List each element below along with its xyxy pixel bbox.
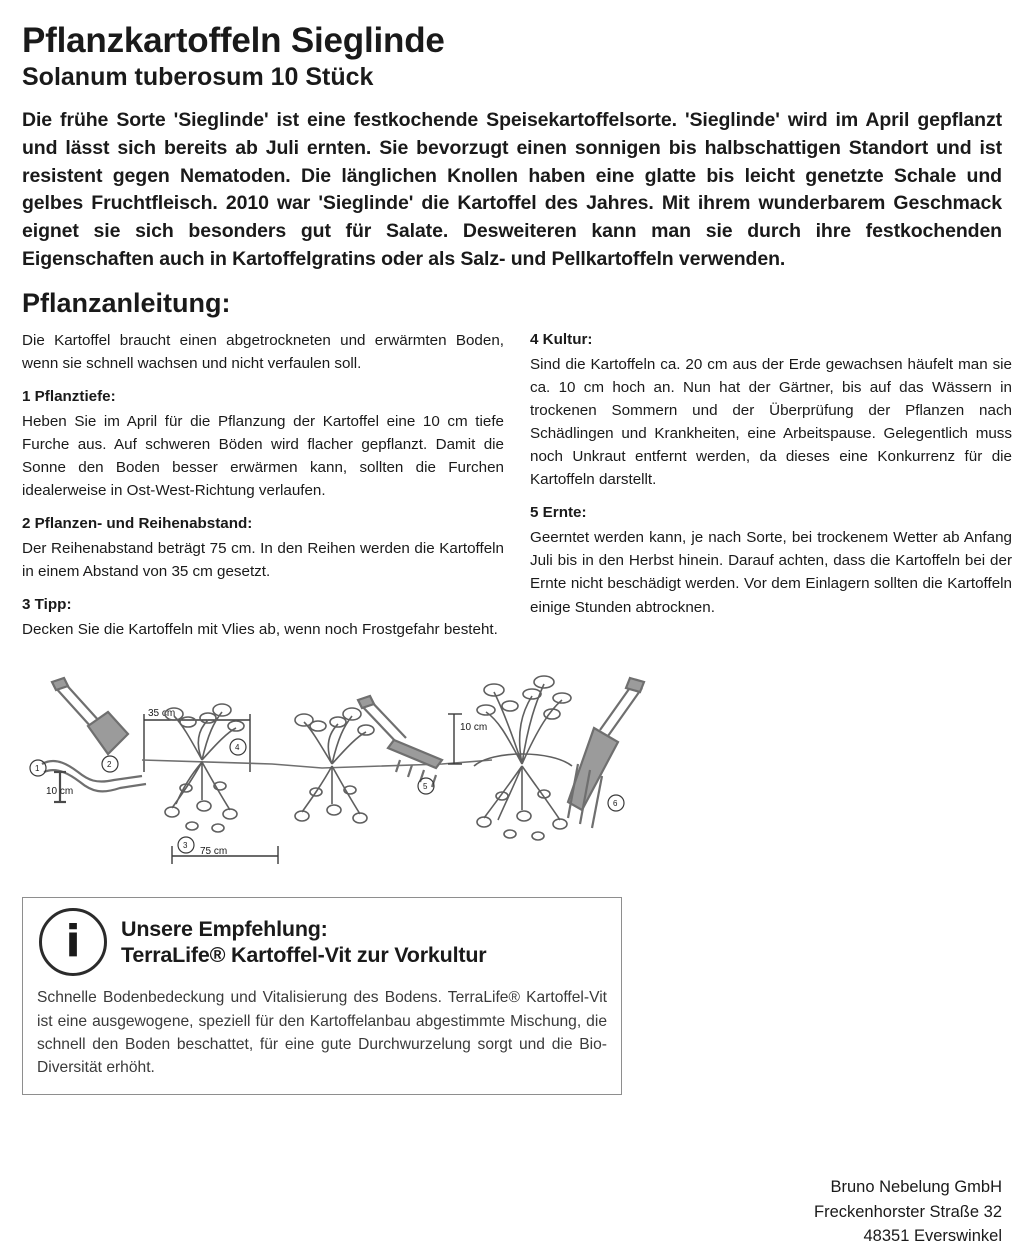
recommendation-title [121,916,486,968]
marker-1: 1 [35,764,40,774]
label-10cm-hilling: 10 cm [460,722,488,734]
guide-step-1-heading: 1 Pflanztiefe: [22,388,116,406]
marker-4: 4 [235,743,240,753]
recommendation-body: Schnelle Bodenbedeckung und Vitalisierung des Bodens. TerraLife® Kartoffel-Vit ist eine ausgewogene, speziell für den Kartoffelanbau abgestimmte Mischung, die schnell den Boden beschattet, für eine gute Durchwurzelung sorgt und die Bio-Diversität erhöht. [37,989,607,1077]
guide-step-2-body: Der Reihenabstand beträgt 75 cm. In den Reihen werden die Kartoffeln in einem Abstand von 35 cm gesetzt. [22,540,504,581]
guide-step-3-heading: 3 Tipp: [22,596,72,614]
page-title: Pflanzkartoffeln Sieglinde [22,21,445,60]
guide-column-left [22,329,504,652]
guide-step-2 [22,513,504,583]
label-10cm-depth: 10 cm [46,786,74,798]
marker-2: 2 [107,760,112,770]
guide-column-right [530,329,1012,630]
address-line-2: Freckenhorster Straße 32 [814,1202,1002,1221]
recommendation-title-line1: Unsere Empfehlung: [121,917,328,942]
label-75cm: 75 cm [200,846,228,858]
marker-6: 6 [613,799,618,809]
section-title-planting-guide: Pflanzanleitung: [22,288,231,319]
page-subtitle: Solanum tuberosum 10 Stück [22,62,374,91]
guide-columns [22,329,1012,652]
guide-step-3 [22,594,504,641]
planting-illustration [22,668,982,883]
guide-step-1 [22,386,504,502]
recommendation-title-line2: TerraLife® Kartoffel-Vit zur Vorkultur [121,943,487,968]
marker-3: 3 [183,841,188,851]
guide-step-5-body: Geerntet werden kann, je nach Sorte, bei trockenem Wetter ab Anfang Juli bis in den Herbst hinein. Darauf achten, dass die Kartoffeln bei der Ernte nicht beschädigt werden. Vor dem Einlagern sollten die Kartoffeln einige Stunden abtrocknen. [530,529,1012,616]
guide-step-5 [530,502,1012,618]
guide-step-2-heading: 2 Pflanzen- und Reihenabstand: [22,515,253,533]
guide-step-4-body: Sind die Kartoffeln ca. 20 cm aus der Erde gewachsen häufelt man sie ca. 10 cm hoch an. Nun hat der Gärtner, bis auf das Wässern in trockenen Sommern und der Überprüfung der Pflanzen nach Schädlingen und Krankheiten, eine Arbeitspause. Gelegentlich muss noch Unkraut entfernt werden, da dieses eine Konkurrenz für die Kartoffeln darstellt. [530,355,1012,489]
address-line-1: Bruno Nebelung GmbH [830,1177,1002,1196]
company-address [814,1175,1002,1249]
guide-step-3-body: Decken Sie die Kartoffeln mit Vlies ab, wenn noch Frostgefahr besteht. [22,621,498,639]
address-line-3: 48351 Everswinkel [863,1227,1002,1246]
intro-paragraph: Die frühe Sorte 'Sieglinde' ist eine festkochende Speisekartoffelsorte. 'Sieglinde' wird im April gepflanzt und lässt sich bereits ab Juli ernten. Sie bevorzugt einen sonnigen bis halbschattigen Standort und ist resistent gegen Nematoden. Die länglichen Knollen haben eine glatte bis leicht genetzte Schale und gelbes Fruchtfleisch. 2010 war 'Sieglinde' die Kartoffel des Jahres. Mit ihrem wunderbarem Geschmack eignet sie sich besonders gut für Salate. Desweiteren kann man sie durch ihre festkochenden Eigenschaften auch in Kartoffelgratins oder als Salz- und Pellkartoffeln verwenden. [22,109,1002,270]
guide-step-1-body: Heben Sie im April für die Pflanzung der Kartoffel eine 10 cm tiefe Furche aus. Auf schweren Böden wird flacher gepflanzt. Damit die Sonne den Boden besser erwärmen kann, sollten die Furchen idealerweise in Ost-West-Richtung verlaufen. [22,413,504,500]
guide-step-4 [530,329,1012,491]
recommendation-header [37,908,607,976]
info-icon: i [39,908,107,976]
guide-lead-text: Die Kartoffel braucht einen abgetrockneten und erwärmten Boden, wenn sie schnell wachsen und nicht verfaulen soll. [22,332,504,373]
recommendation-box [22,897,622,1095]
label-35cm: 35 cm [148,708,176,720]
guide-step-4-heading: 4 Kultur: [530,331,593,349]
guide-step-5-heading: 5 Ernte: [530,504,587,522]
marker-5: 5 [423,782,428,792]
